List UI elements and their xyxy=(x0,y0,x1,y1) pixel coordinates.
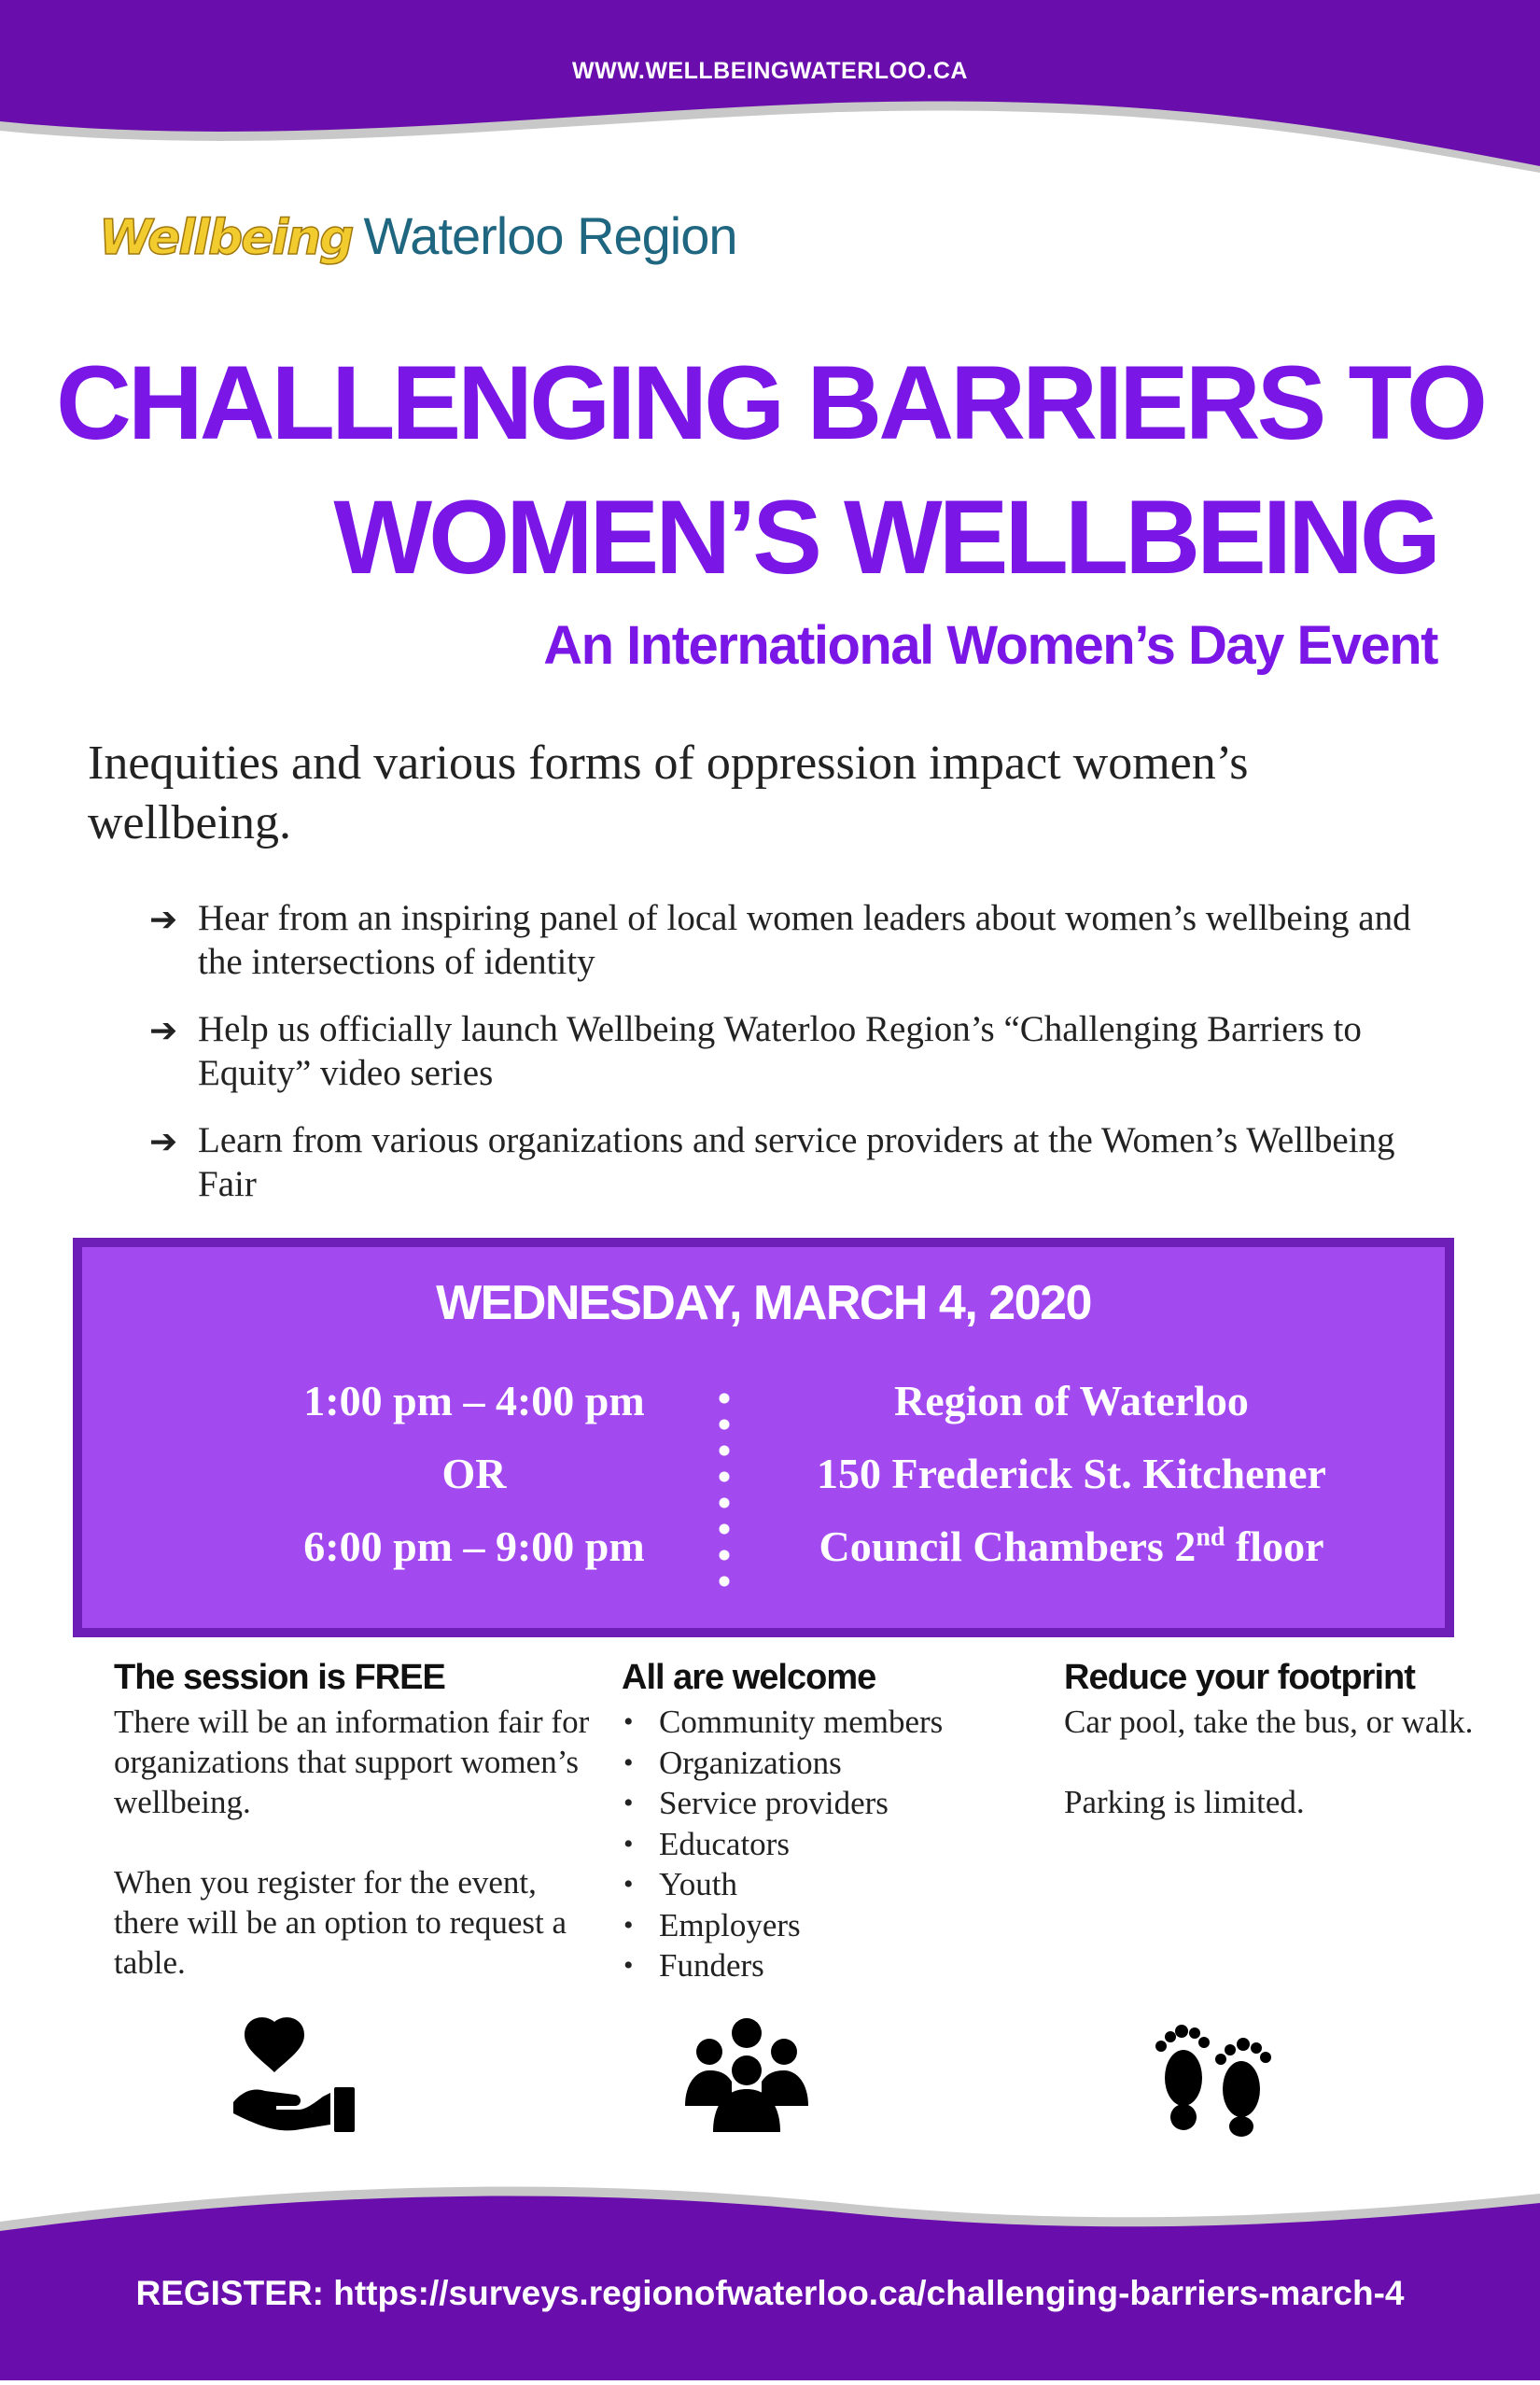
free-session-text-1: There will be an information fair for organizations that support women’s wellbeing. xyxy=(114,1704,590,1820)
event-times xyxy=(138,1365,810,1583)
event-subtitle: An International Women’s Day Event xyxy=(543,615,1437,676)
group-people-icon xyxy=(681,2016,812,2132)
location-line-2: 150 Frederick St. Kitchener xyxy=(817,1450,1326,1497)
list-item: • Employers xyxy=(622,1905,1051,1946)
highlights-list xyxy=(149,896,1456,1229)
audience-list xyxy=(622,1702,1051,1986)
event-date: WEDNESDAY, MARCH 4, 2020 xyxy=(436,1276,1091,1330)
event-title xyxy=(56,336,1484,605)
register-link[interactable]: https://surveys.regionofwaterloo.ca/challenging-barriers-march-4 xyxy=(333,2274,1405,2312)
footprints-icon xyxy=(1152,2016,1273,2138)
website-url[interactable]: WWW.WELLBEINGWATERLOO.CA xyxy=(572,58,968,84)
arrow-right-icon: ➔ xyxy=(149,901,178,939)
free-session-section xyxy=(114,1658,599,1983)
footprint-section xyxy=(1064,1658,1475,1822)
title-line-1: CHALLENGING BARRIERS TO xyxy=(56,344,1484,461)
organization-logo xyxy=(99,205,737,280)
event-location xyxy=(754,1365,1389,1583)
time-or: OR xyxy=(441,1450,507,1497)
header-band xyxy=(0,0,1540,187)
location-line-1: Region of Waterloo xyxy=(894,1377,1249,1424)
list-item: ➔ Hear from an inspiring panel of local women leaders about women’s wellbeing and the intersections of identity xyxy=(149,898,1411,982)
list-item: ➔ Help us officially launch Wellbeing Waterloo Region’s “Challenging Barriers to Equity” video series xyxy=(149,1009,1362,1093)
welcome-heading: All are welcome xyxy=(622,1658,876,1697)
free-session-text-2: When you register for the event, there will be an option to request a table. xyxy=(114,1864,567,1981)
title-line-2: WOMEN’S WELLBEING xyxy=(333,479,1437,596)
list-item: • Funders xyxy=(622,1945,1051,1986)
footer-band xyxy=(0,2156,1540,2380)
list-item: • Community members xyxy=(622,1702,1051,1743)
list-item: • Service providers xyxy=(622,1783,1051,1824)
time-slot-2: 6:00 pm – 9:00 pm xyxy=(303,1522,645,1570)
footprint-text-2: Parking is limited. xyxy=(1064,1784,1305,1820)
free-session-heading: The session is FREE xyxy=(114,1658,445,1697)
register-line xyxy=(0,2274,1540,2313)
event-details-box xyxy=(73,1238,1454,1637)
arrow-right-icon: ➔ xyxy=(149,1012,178,1050)
dotted-divider xyxy=(719,1385,730,1592)
register-label: REGISTER: xyxy=(135,2274,324,2312)
time-slot-1: 1:00 pm – 4:00 pm xyxy=(303,1377,645,1424)
list-item: • Educators xyxy=(622,1824,1051,1865)
welcome-section xyxy=(622,1658,1051,1986)
list-item: • Youth xyxy=(622,1864,1051,1905)
logo-wellbeing-text: Wellbeing xyxy=(99,210,353,266)
list-item: • Organizations xyxy=(622,1743,1051,1784)
heart-in-hand-icon xyxy=(230,2016,357,2134)
footprint-heading: Reduce your footprint xyxy=(1064,1658,1415,1697)
location-line-3: Council Chambers 2nd floor xyxy=(819,1522,1324,1570)
intro-text: Inequities and various forms of oppression impact women’s wellbeing. xyxy=(88,737,1249,849)
list-item: ➔ Learn from various organizations and service providers at the Women’s Wellbeing Fair xyxy=(149,1120,1395,1204)
footprint-text-1: Car pool, take the bus, or walk. xyxy=(1064,1704,1474,1740)
arrow-right-icon: ➔ xyxy=(149,1123,178,1161)
logo-region-text: Waterloo Region xyxy=(363,206,737,265)
